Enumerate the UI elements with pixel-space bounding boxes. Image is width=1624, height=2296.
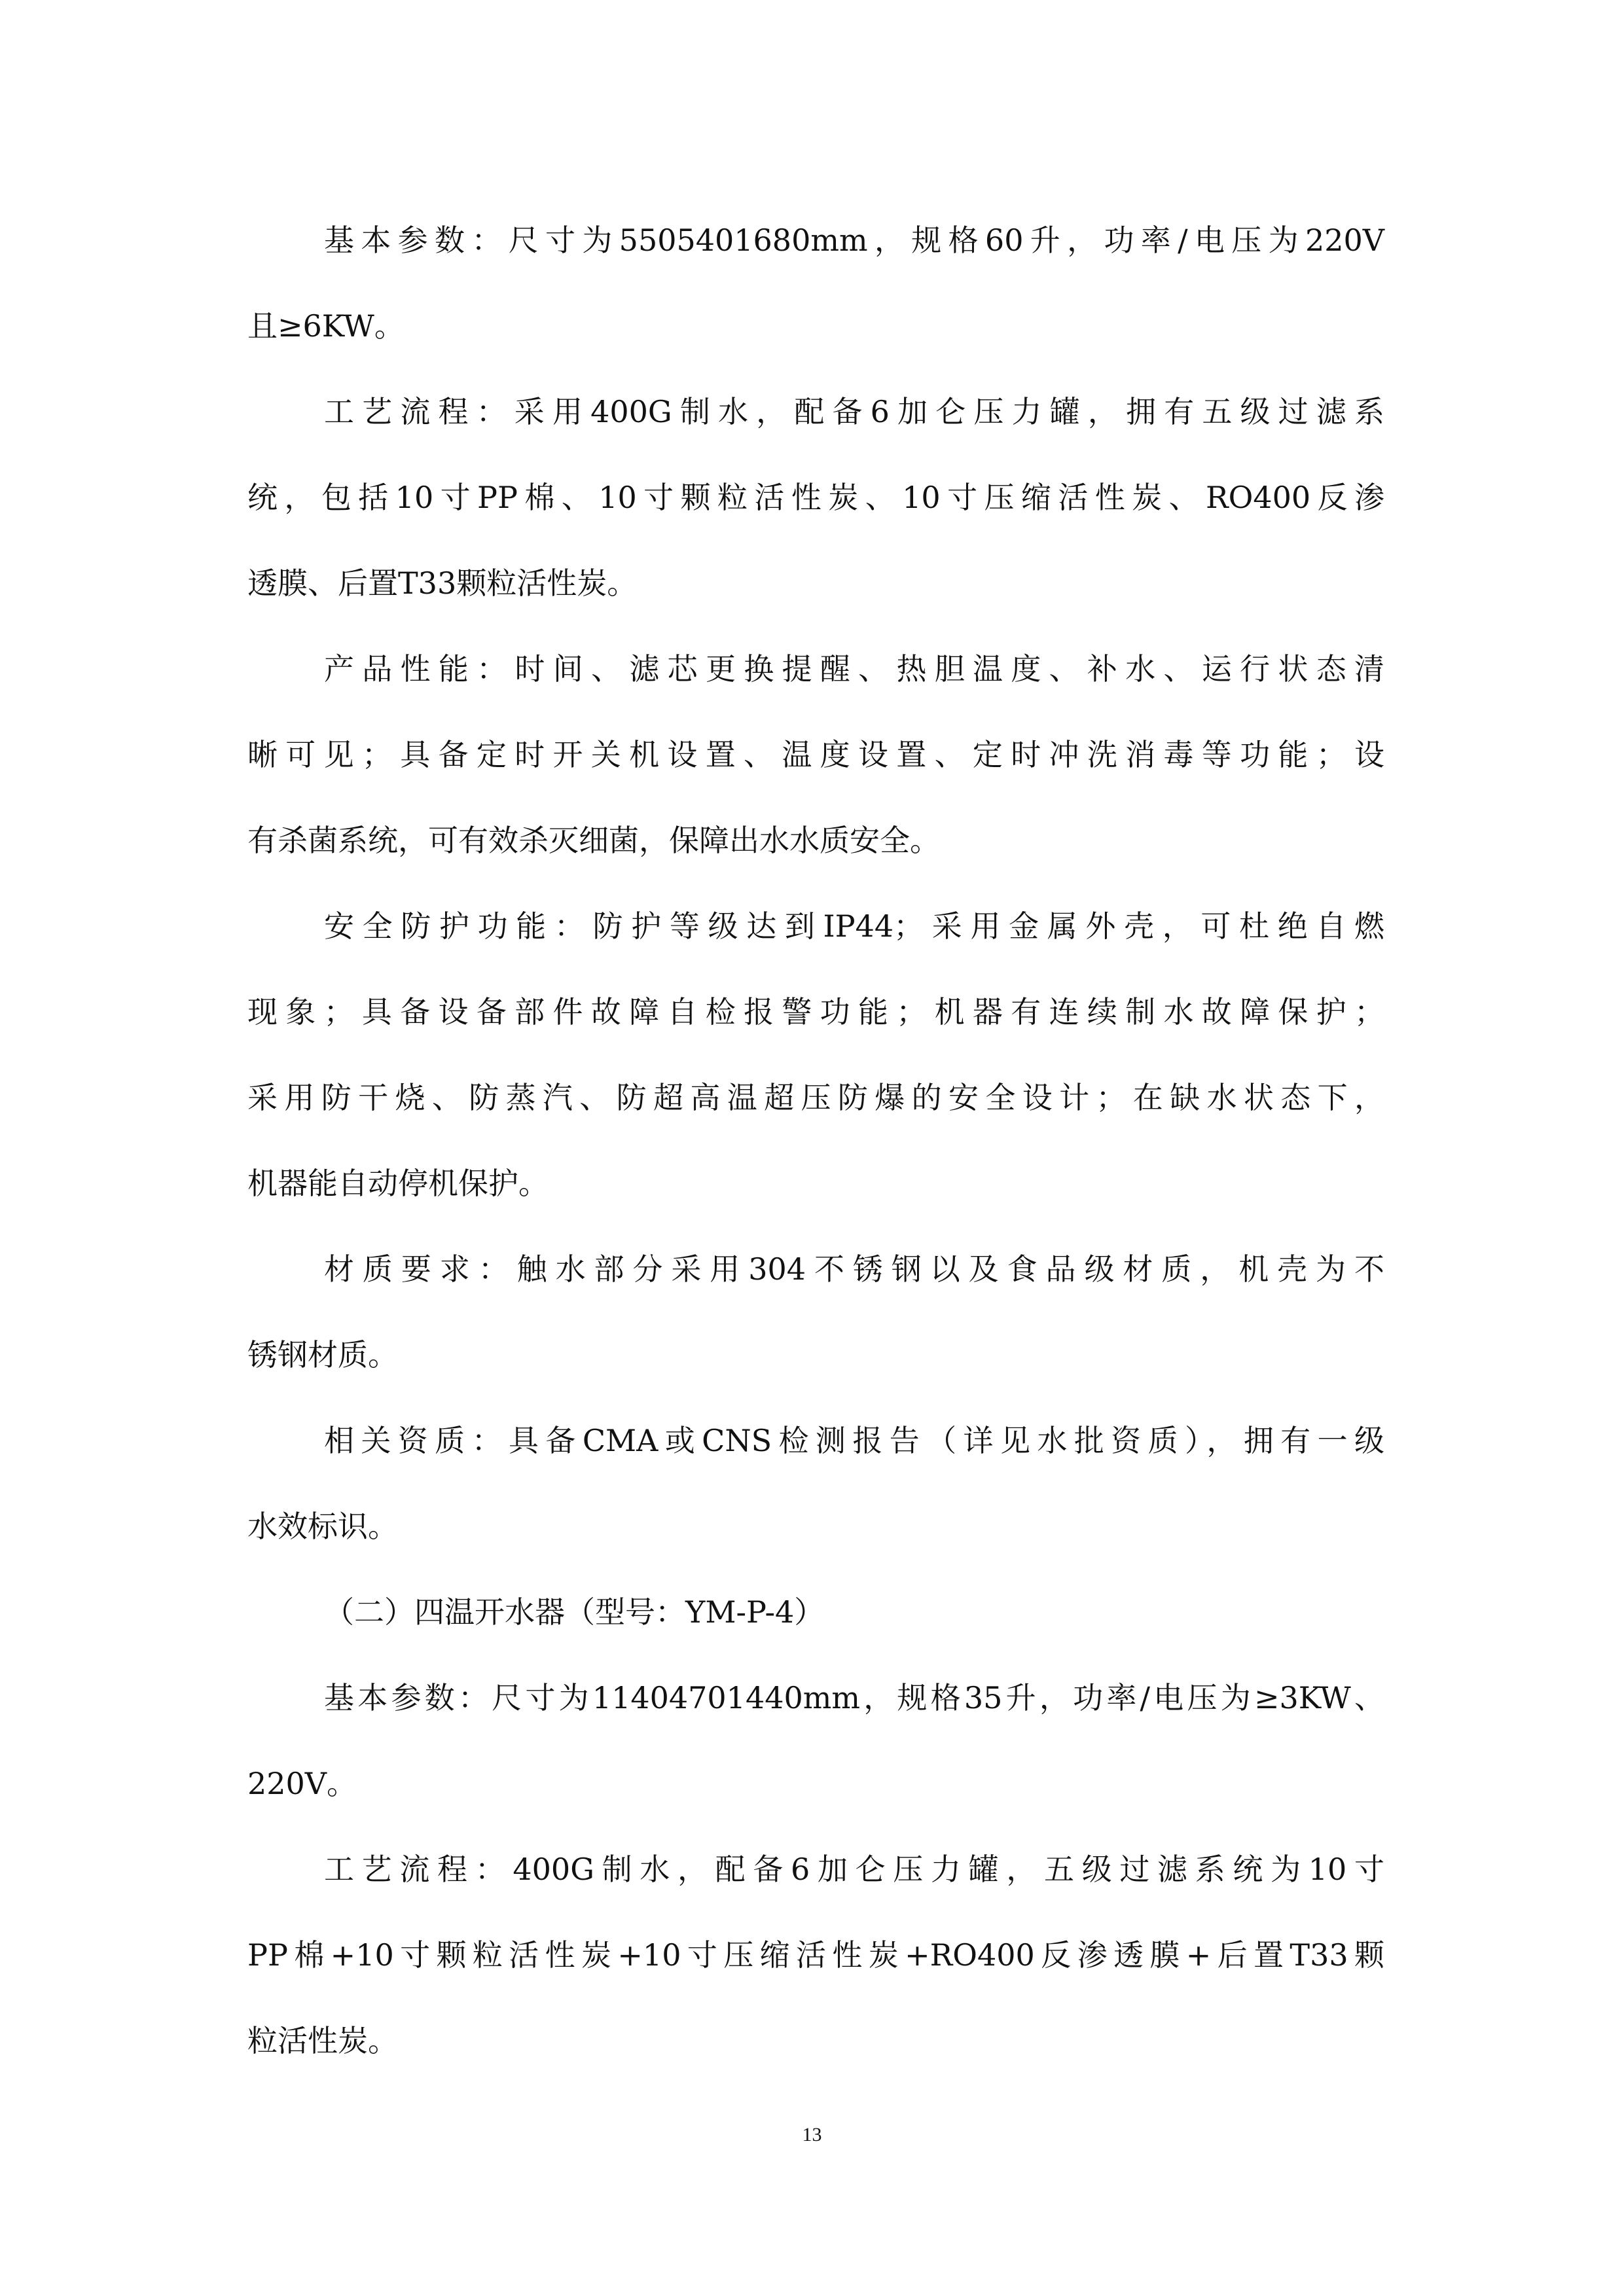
text-line: 材质要求：触水部分采用304不锈钢以及食品级材质，机壳为不 [324,1251,1384,1287]
text-line: 且≥6KW。 [247,308,405,344]
paragraph [247,884,1384,1227]
text-line: 水效标识。 [247,1509,398,1544]
text-line: 统，包括10寸PP棉、10寸颗粒活性炭、10寸压缩活性炭、RO400反渗 [247,480,1384,515]
text-line: 透膜、后置T33颗粒活性炭。 [247,565,638,601]
text-line: 基本参数：尺寸为11404701440mm，规格35升，功率/电压为≥3KW、 [324,1680,1384,1715]
paragraph [247,369,1384,626]
paragraph [247,1827,1384,2084]
text-line: 现象；具备设备部件故障自检报警功能；机器有连续制水故障保护； [247,994,1384,1030]
text-line: 机器能自动停机保护。 [247,1166,549,1201]
text-line: 采用防干烧、防蒸汽、防超高温超压防爆的安全设计；在缺水状态下， [247,1080,1384,1115]
text-line: 220V。 [247,1766,357,1801]
section-heading [247,1570,1384,1655]
text-line: 基本参数：尺寸为5505401680mm，规格60升，功率/电压为220V [324,223,1384,258]
document-body [247,198,1384,2084]
text-line: PP棉+10寸颗粒活性炭+10寸压缩活性炭+RO400反渗透膜+后置T33颗 [247,1937,1384,1973]
text-line: 安全防护功能：防护等级达到IP44；采用金属外壳，可杜绝自燃 [324,908,1384,944]
page-number: 13 [802,2124,822,2145]
paragraph [247,1655,1384,1827]
text-line: 工艺流程：400G制水，配备6加仑压力罐，五级过滤系统为10寸 [324,1852,1384,1887]
paragraph [247,626,1384,884]
paragraph [247,198,1384,369]
text-line: 产品性能：时间、滤芯更换提醒、热胆温度、补水、运行状态清 [324,651,1384,687]
paragraph [247,1398,1384,1570]
text-line: 锈钢材质。 [247,1337,398,1372]
paragraph [247,1227,1384,1398]
text-line: 相关资质：具备CMA或CNS检测报告（详见水批资质），拥有一级 [324,1423,1384,1458]
text-line: 晰可见；具备定时开关机设置、温度设置、定时冲洗消毒等功能；设 [247,737,1384,772]
text-line: 有杀菌系统，可有效杀灭细菌，保障出水水质安全。 [247,823,940,858]
text-line: 工艺流程：采用400G制水，配备6加仑压力罐，拥有五级过滤系 [324,394,1384,429]
text-line: 粒活性炭。 [247,2023,398,2058]
text-line: （二）四温开水器（型号：YM-P-4） [324,1594,825,1630]
